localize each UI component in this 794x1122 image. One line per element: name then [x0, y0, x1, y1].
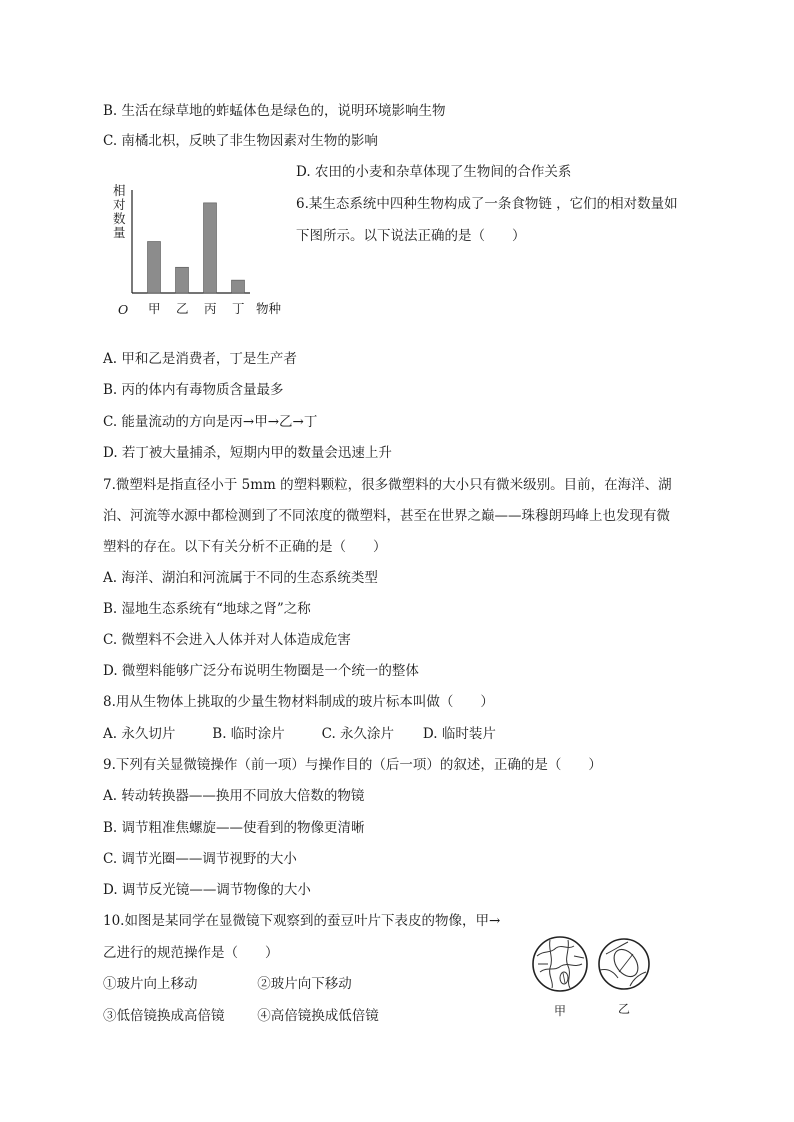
x-tick-label: 丁 — [232, 301, 245, 316]
q8-option-b: B. 临时涂片 — [212, 726, 285, 742]
q6-option-d: D. 若丁被大量捕杀，短期内甲的数量会迅速上升 — [103, 445, 392, 461]
microscope-views-figure — [528, 928, 653, 1023]
y-axis-label-char: 量 — [113, 225, 126, 240]
q10-option-3: ③低倍镜换成高倍镜 — [103, 1008, 225, 1024]
q5-option-c: C. 南橘北枳，反映了非生物因素对生物的影响 — [103, 133, 378, 149]
y-axis-label-char: 相 — [113, 183, 126, 198]
bar-1 — [148, 242, 161, 294]
q6-option-a: A. 甲和乙是消费者，丁是生产者 — [103, 351, 297, 367]
view-jia-label: 甲 — [554, 1004, 567, 1018]
q6-option-b: B. 丙的体内有毒物质含量最多 — [103, 382, 284, 398]
q7-option-c: C. 微塑料不会进入人体并对人体造成危害 — [103, 632, 351, 648]
q9-stem: 9.下列有关显微镜操作（前一项）与操作目的（后一项）的叙述，正确的是（ ） — [103, 757, 602, 773]
q10-options-row2 — [103, 1006, 379, 1026]
x-tick-label: 乙 — [176, 301, 189, 316]
q6-stem-line2: 下图所示。以下说法正确的是（ ） — [296, 228, 526, 244]
q8-stem: 8.用从生物体上挑取的少量生物材料制成的玻片标本叫做（ ） — [103, 694, 494, 710]
origin-label: O — [118, 302, 129, 317]
y-axis-label-char: 数 — [113, 211, 126, 226]
q9-option-b: B. 调节粗准焦螺旋——使看到的物像更清晰 — [103, 820, 365, 836]
x-axis-label: 物种 — [256, 301, 282, 316]
view-yi-illustration — [599, 939, 649, 989]
bar-3 — [204, 203, 217, 293]
view-yi-label: 乙 — [618, 1002, 631, 1016]
q10-option-4: ④高倍镜换成低倍镜 — [257, 1008, 379, 1024]
q10-stem-line2: 乙进行的规范操作是（ ） — [103, 945, 279, 961]
y-axis-label-char: 对 — [113, 197, 126, 212]
q9-option-a: A. 转动转换器——换用不同放大倍数的物镜 — [103, 788, 365, 804]
bar-4 — [232, 280, 245, 293]
q9-option-c: C. 调节光圈——调节视野的大小 — [103, 851, 297, 867]
q8-option-a: A. 永久切片 — [103, 726, 176, 742]
q8-option-c: C. 永久涂片 — [321, 726, 395, 742]
q7-stem-line2: 泊、河流等水源中都检测到了不同浓度的微塑料，甚至在世界之巅——珠穆朗玛峰上也发现有微 — [103, 508, 670, 524]
q7-option-a: A. 海洋、湖泊和河流属于不同的生态系统类型 — [103, 570, 378, 586]
q10-stem-line1: 10.如图是某同学在显微镜下观察到的蚕豆叶片下表皮的物像，甲→ — [103, 913, 501, 929]
q10-option-1: ①玻片向上移动 — [103, 976, 198, 992]
q10-options-row1 — [103, 974, 352, 994]
q8-options — [103, 724, 496, 744]
q5-option-b: B. 生活在绿草地的蚱蜢体色是绿色的，说明环境影响生物 — [103, 103, 446, 119]
q5-option-d: D. 农田的小麦和杂草体现了生物间的合作关系 — [296, 164, 572, 180]
q7-stem-line1: 7.微塑料是指直径小于 5mm 的塑料颗粒，很多微塑料的大小只有微米级别。目前，在海洋、湖 — [103, 477, 672, 493]
q6-option-c: C. 能量流动的方向是丙→甲→乙→丁 — [103, 414, 318, 430]
q7-stem-line3: 塑料的存在。以下有关分析不正确的是（ ） — [103, 539, 387, 555]
view-jia-illustration — [533, 937, 587, 991]
q10-option-2: ②玻片向下移动 — [257, 976, 352, 992]
x-tick-label: 甲 — [148, 301, 161, 316]
bar-chart — [110, 180, 285, 320]
q9-option-d: D. 调节反光镜——调节物像的大小 — [103, 882, 311, 898]
x-tick-label: 丙 — [204, 301, 217, 316]
bar-2 — [176, 267, 189, 293]
q8-option-d: D. 临时装片 — [422, 726, 496, 742]
q7-option-b: B. 湿地生态系统有“地球之肾”之称 — [103, 601, 311, 617]
q7-option-d: D. 微塑料能够广泛分布说明生物圈是一个统一的整体 — [103, 663, 419, 679]
q6-stem-line1: 6.某生态系统中四种生物构成了一条食物链 ，它们的相对数量如 — [296, 196, 678, 212]
